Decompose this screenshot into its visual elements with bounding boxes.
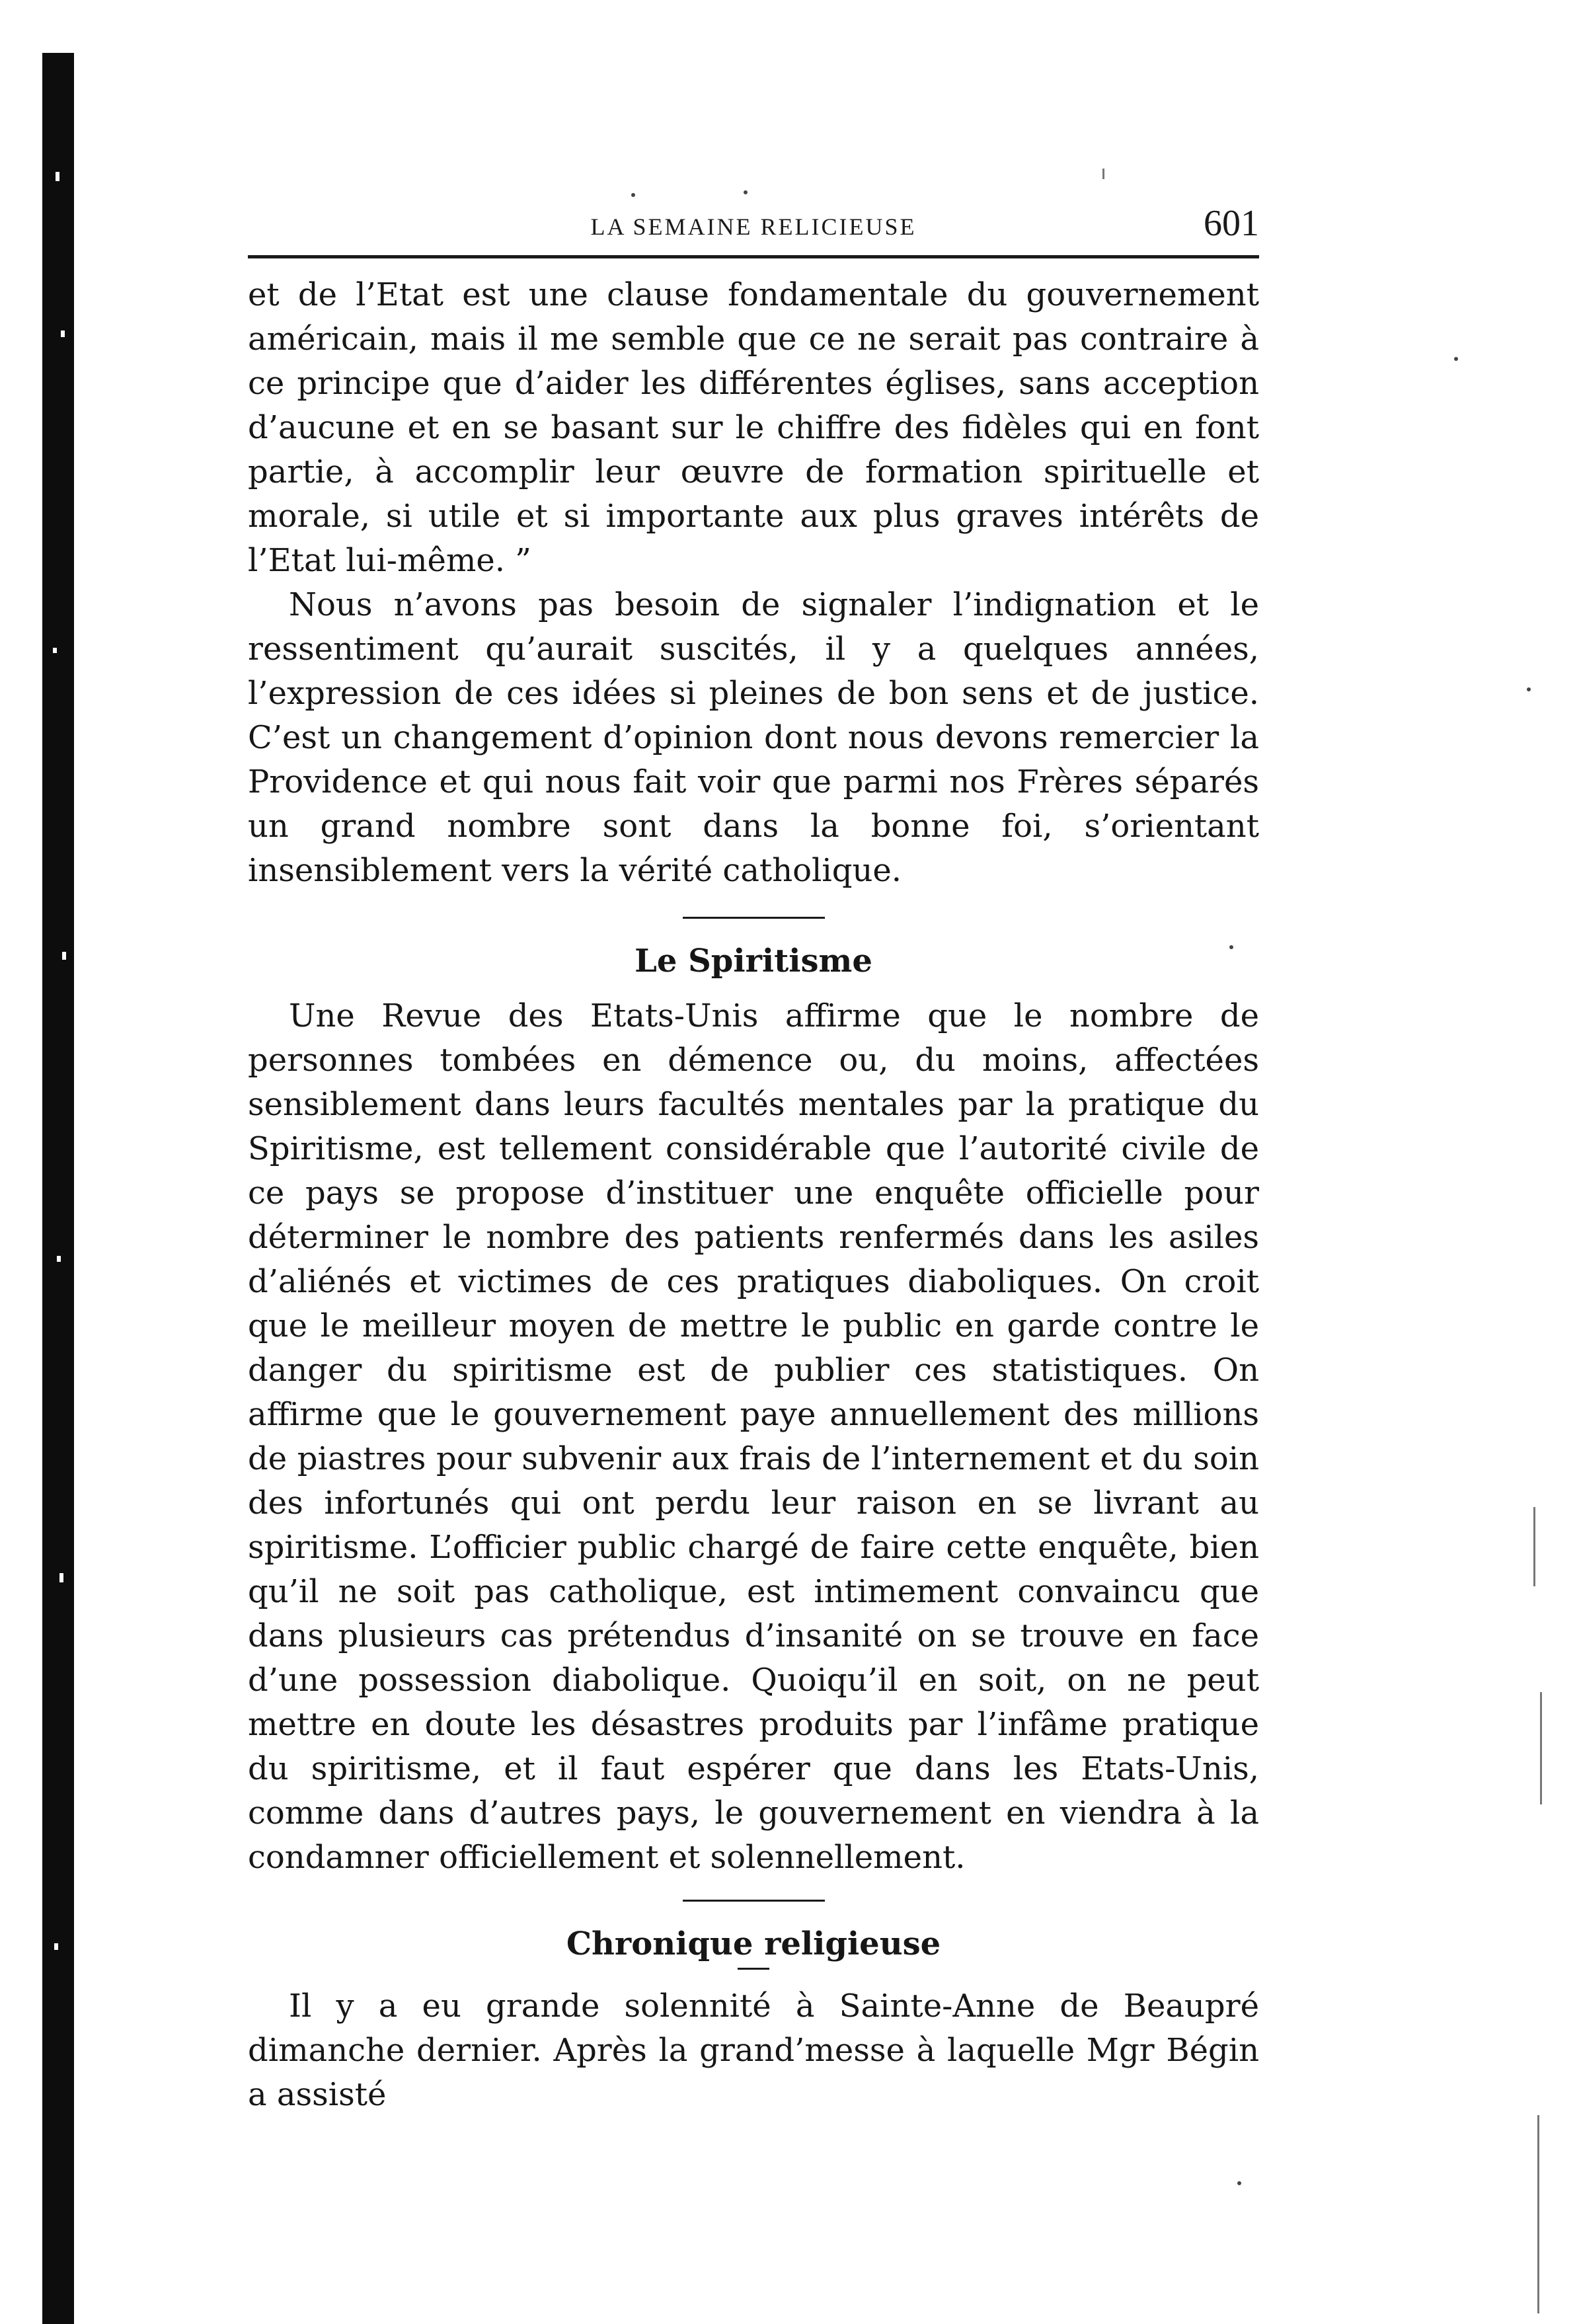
header-rule xyxy=(248,255,1259,258)
paragraph: Une Revue des Etats-Unis affirme que le nombre de personnes tombées en démence ou, du moins, affectées sensiblement dans leurs facultés mentales par la pratique du Spiritisme, est tellement considérable que l’autorité civile de ce pays se propose d’instituer une enquête officielle pour déterminer le nombre des patients renfermés dans les asiles d’aliénés et victimes de ces pratiques diaboliques. On croit que le meilleur moyen de mettre le public en garde contre le danger du spiritisme est de publier ces statistiques. On affirme que le gouvernement paye annuellement des millions de piastres pour subvenir aux frais de l’internement et du soin des infortunés qui ont perdu leur raison en se livrant au spiritisme. L’officier public chargé de faire cette enquête, bien qu’il ne soit pas catholique, est intimement convaincu que dans plusieurs cas prétendus d’insanité on se trouve en face d’une possession diabolique. Quoiqu’il en soit, on ne peut mettre en doute les désastres produits par l’infâme pratique du spiritisme, et il faut espérer que dans les Etats-Unis, comme dans d’autres pays, le gouvernement en viendra à la condamner officiellement et solennellement. xyxy=(248,997,1259,1876)
binding-speck xyxy=(61,330,65,337)
binding-speck xyxy=(59,1573,63,1582)
section-divider xyxy=(683,917,825,919)
running-title: LA SEMAINE RELICIEUSE xyxy=(590,213,917,240)
margin-mark xyxy=(1533,1507,1535,1586)
binding-edge xyxy=(42,53,74,2324)
paragraph: Nous n’avons pas besoin de signaler l’indignation et le ressentiment qu’aurait suscités, il y a quelques années, l’expression de ces idées si pleines de bon sens et de justice. C’est un changement d’opinion dont nous devons remercier la Providence et qui nous fait voir que parmi nos Frères séparés un grand nombre sont dans la bonne foi, s’orientant insensiblement vers la vérité catholique. xyxy=(248,586,1259,889)
margin-mark xyxy=(1537,2115,1539,2313)
binding-speck xyxy=(62,952,66,960)
paragraph: Il y a eu grande solennité à Sainte-Anne de Beaupré dimanche dernier. Après la grand’messe à laquelle Mgr Bégin a assisté xyxy=(248,1988,1259,2113)
scan-speck xyxy=(1454,357,1458,361)
scan-speck xyxy=(1237,2181,1241,2185)
scan-speck xyxy=(631,193,635,197)
scan-speck xyxy=(744,190,748,194)
section-title-chronique: Chronique religieuse xyxy=(566,1925,941,1962)
running-head xyxy=(248,198,1259,251)
main-text xyxy=(248,273,1259,2117)
binding-speck xyxy=(54,1943,58,1950)
margin-mark xyxy=(1540,1692,1542,1804)
page-number: 601 xyxy=(1204,203,1259,244)
title-underline xyxy=(738,1968,769,1970)
binding-speck xyxy=(56,172,59,181)
section-divider xyxy=(683,1900,825,1902)
paragraph: et de l’Etat est une clause fondamentale du gouvernement américain, mais il me semble que ce ne serait pas contraire à ce principe que d’aider les différentes églises, sans acception d’aucune et en se basant sur le chiffre des fidèles qui en font partie, à accomplir leur œuvre de formation spirituelle et morale, si utile et si importante aux plus graves intérêts de l’Etat lui-même. ” xyxy=(248,276,1259,579)
scan-speck xyxy=(1527,687,1531,691)
section-title-spiritisme: Le Spiritisme xyxy=(635,943,872,980)
binding-speck xyxy=(53,648,57,653)
book-page xyxy=(248,198,1259,2117)
binding-speck xyxy=(57,1256,61,1262)
margin-mark xyxy=(1102,169,1104,179)
